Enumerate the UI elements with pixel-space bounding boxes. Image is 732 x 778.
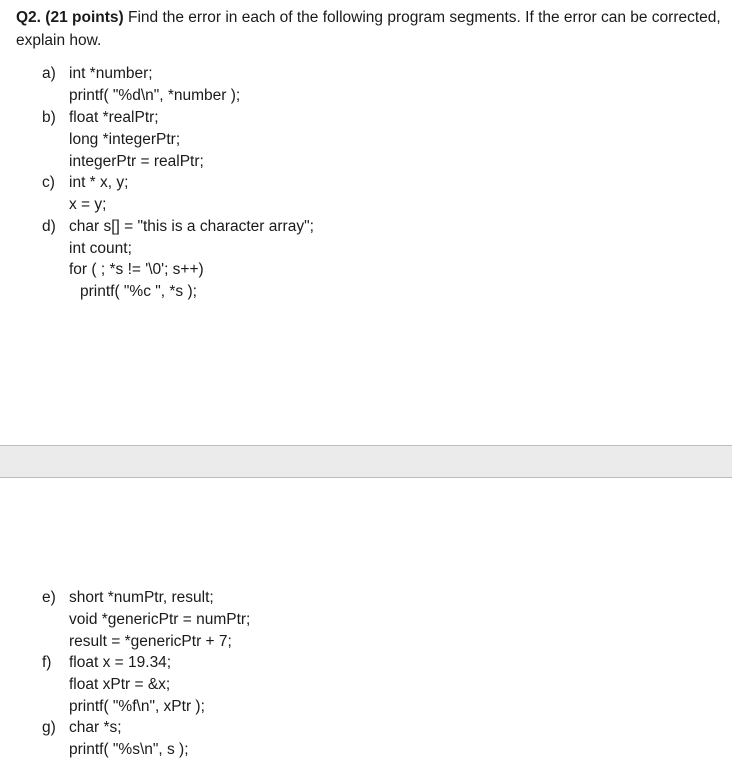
segment-b-line-1: float *realPtr;	[69, 109, 159, 126]
segment-d-line-4: printf( "%c ", *s );	[80, 283, 197, 300]
segment-b-label: b)	[42, 109, 56, 126]
segment-d-line-3: for ( ; *s != '\0'; s++)	[69, 261, 204, 278]
segment-f-label: f)	[42, 654, 52, 671]
segment-d-line-2: int count;	[69, 240, 132, 257]
segment-g-label: g)	[42, 719, 56, 736]
segment-c-line-2: x = y;	[69, 196, 107, 213]
question-header	[16, 6, 728, 52]
page-break-divider	[0, 445, 732, 478]
question-text: Find the error in each of the following program segments. If the error can be corrected, explain how.	[16, 9, 721, 49]
segment-e-line-1: short *numPtr, result;	[69, 589, 214, 606]
segment-a-line-1: int *number;	[69, 65, 153, 82]
segment-e-line-3: result = *genericPtr + 7;	[69, 633, 232, 650]
segment-e-line-2: void *genericPtr = numPtr;	[69, 611, 251, 628]
segment-e-label: e)	[42, 589, 56, 606]
segment-a-line-2: printf( "%d\n", *number );	[69, 87, 241, 104]
segment-f-line-3: printf( "%f\n", xPtr );	[69, 698, 205, 715]
segment-g-line-2: printf( "%s\n", s );	[69, 741, 189, 758]
segment-g-line-1: char *s;	[69, 719, 122, 736]
segment-d-label: d)	[42, 218, 56, 235]
segment-f-line-1: float x = 19.34;	[69, 654, 172, 671]
segment-d-line-1: char s[] = "this is a character array";	[69, 218, 314, 235]
segment-b-line-3: integerPtr = realPtr;	[69, 153, 204, 170]
segment-a-label: a)	[42, 65, 56, 82]
segment-c-line-1: int * x, y;	[69, 174, 129, 191]
question-points: (21 points)	[45, 9, 124, 26]
segment-f-line-2: float xPtr = &x;	[69, 676, 171, 693]
question-number: Q2.	[16, 9, 41, 26]
segment-c-label: c)	[42, 174, 55, 191]
segment-b-line-2: long *integerPtr;	[69, 131, 181, 148]
